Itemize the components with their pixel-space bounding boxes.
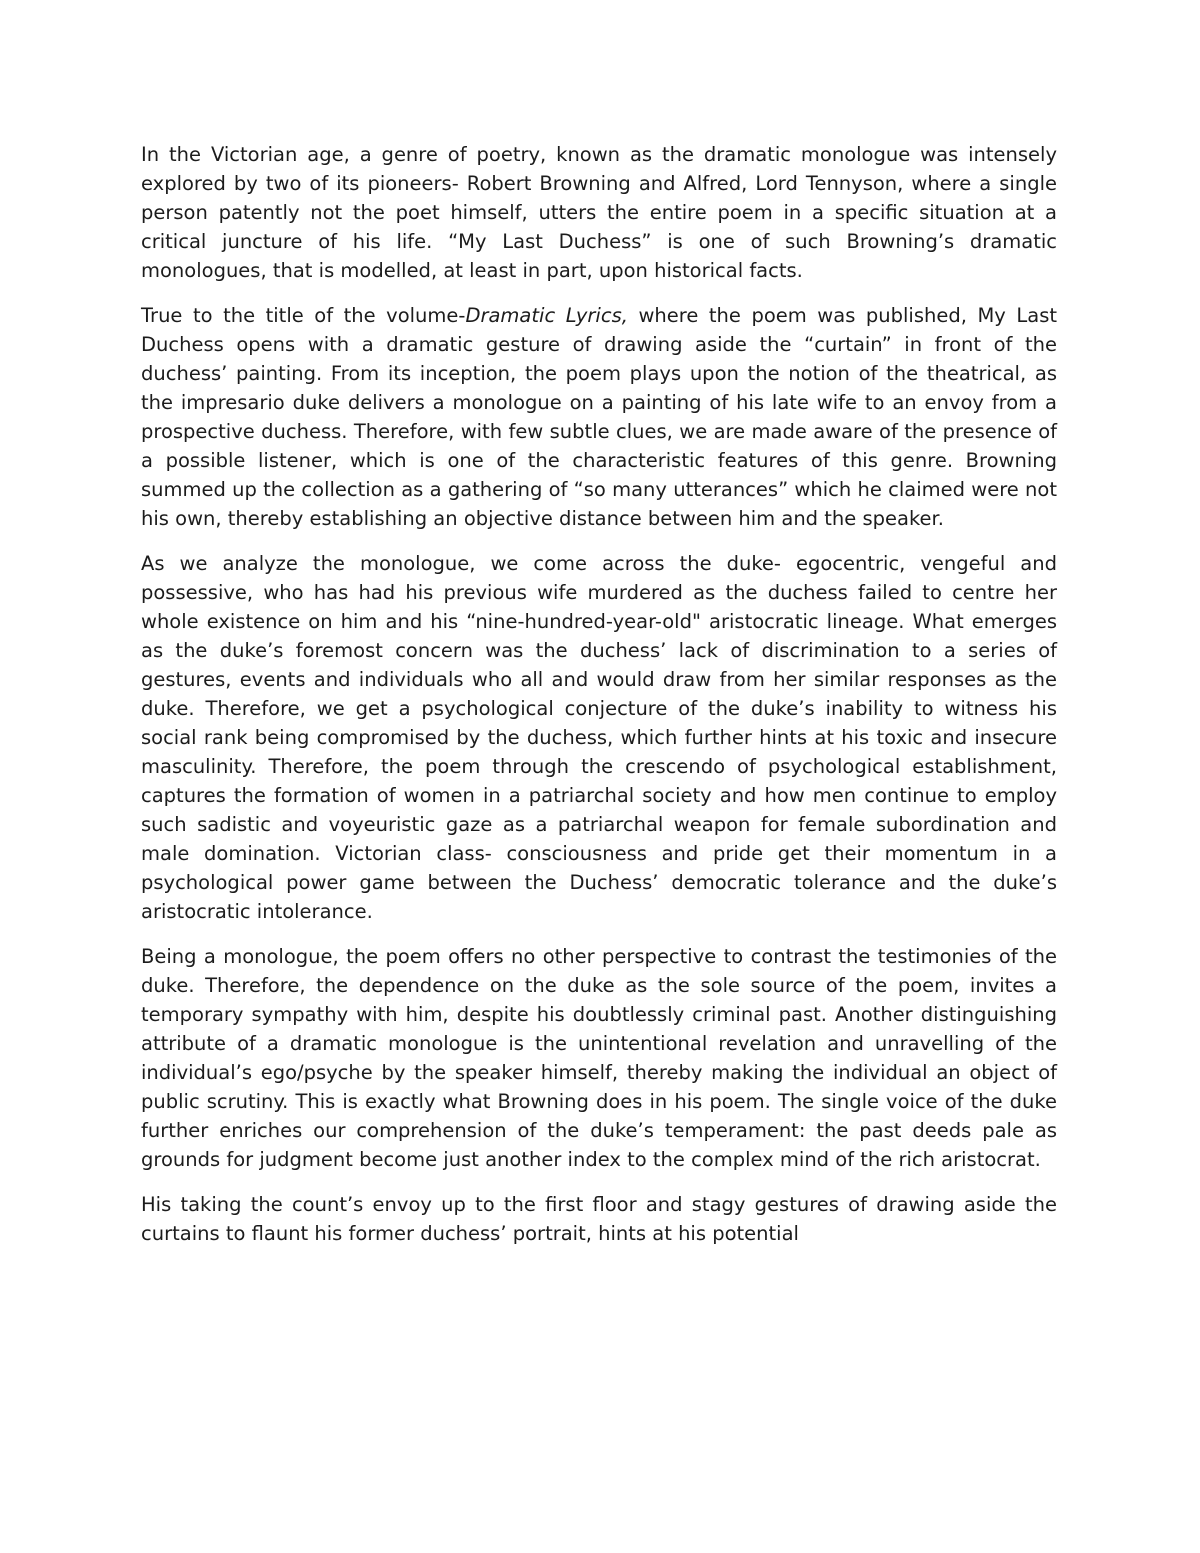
paragraph-1: In the Victorian age, a genre of poetry, known as the dramatic monologue was intensely explored by two of its pioneers- Robert Browning and Alfred, Lord Tennyson, where a single person patently not the poet himself, utters the entire poem in a specific situation at a critical juncture of his life. “My Last Duchess” is one of such Browning’s dramatic monologues, that is modelled, at least in part, upon historical facts. — [141, 143, 1057, 282]
document-page — [141, 140, 1057, 1264]
paragraph-5: His taking the count’s envoy up to the first floor and stagy gestures of drawing aside the curtains to flaunt his former duchess’ portrait, hints at his potential — [141, 1193, 1057, 1245]
paragraph-2 — [141, 301, 1057, 533]
paragraph-2-rest: where the poem was published, My Last Duchess opens with a dramatic gesture of drawing aside the “curtain” in front of the duchess’ painting. From its inception, the poem plays upon the notion of the theatrical, as the impresario duke delivers a monologue on a painting of his late wife to an envoy from a prospective duchess. Therefore, with few subtle clues, we are made aware of the presence of a possible listener, which is one of the characteristic features of this genre. Browning summed up the collection as a gathering of “so many utterances” which he claimed were not his own, thereby establishing an objective distance between him and the speaker. — [141, 304, 1058, 530]
paragraph-2-lead: True to the title of the volume- — [141, 304, 466, 327]
volume-title: Dramatic Lyrics, — [465, 304, 628, 327]
paragraph-3: As we analyze the monologue, we come across the duke- egocentric, vengeful and possessive, who has had his previous wife murdered as the duchess failed to centre her whole existence on him and his “nine-hundred-year-old" aristocratic lineage. What emerges as the duke’s foremost concern was the duchess’ lack of discrimination to a series of gestures, events and individuals who all and would draw from her similar responses as the duke. Therefore, we get a psychological conjecture of the duke’s inability to witness his social rank being compromised by the duchess, which further hints at his toxic and insecure masculinity. Therefore, the poem through the crescendo of psychological establishment, captures the formation of women in a patriarchal society and how men continue to employ such sadistic and voyeuristic gaze as a patriarchal weapon for female subordination and male domination. Victorian class- consciousness and pride get their momentum in a psychological power game between the Duchess’ democratic tolerance and the duke’s aristocratic intolerance. — [141, 552, 1057, 923]
paragraph-4: Being a monologue, the poem offers no other perspective to contrast the testimonies of the duke. Therefore, the dependence on the duke as the sole source of the poem, invites a temporary sympathy with him, despite his doubtlessly criminal past. Another distinguishing attribute of a dramatic monologue is the unintentional revelation and unravelling of the individual’s ego/psyche by the speaker himself, thereby making the individual an object of public scrutiny. This is exactly what Browning does in his poem. The single voice of the duke further enriches our comprehension of the duke’s temperament: the past deeds pale as grounds for judgment become just another index to the complex mind of the rich aristocrat. — [141, 945, 1057, 1171]
